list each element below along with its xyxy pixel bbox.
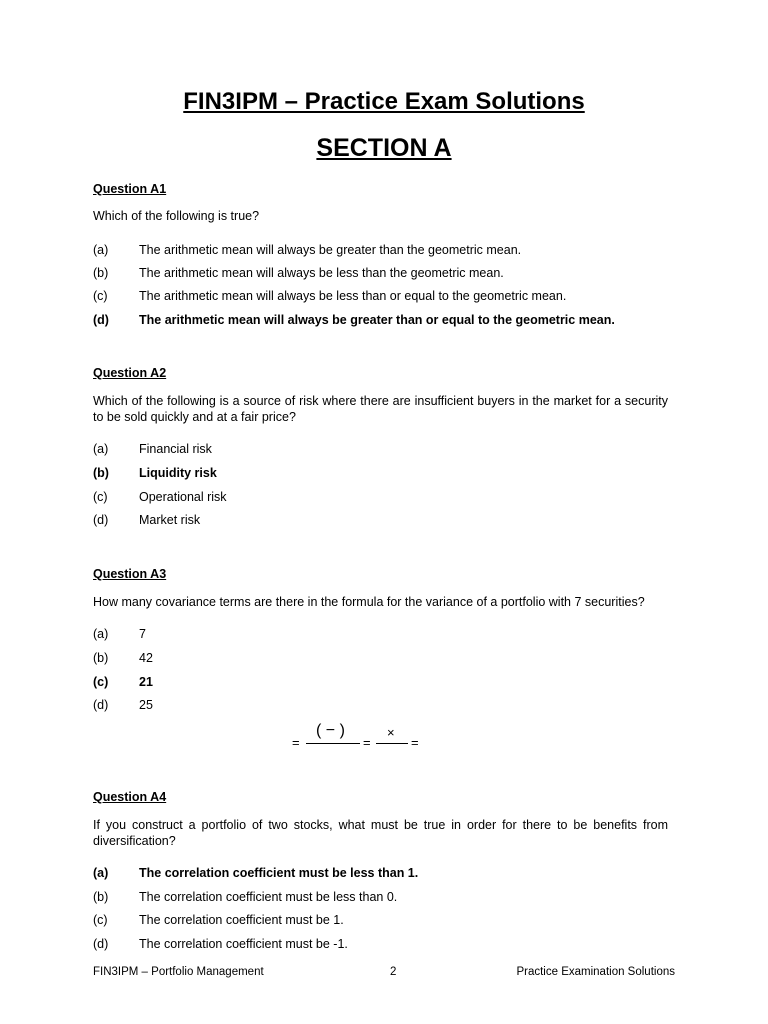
option-text: The correlation coefficient must be -1. <box>139 937 348 951</box>
question-a1-option-b <box>93 265 504 281</box>
option-text: The correlation coefficient must be less than 1. <box>139 866 419 880</box>
formula-numerator-1: ( − ) <box>316 722 345 739</box>
option-letter: (b) <box>93 466 109 480</box>
formula-equals-1: = <box>292 735 300 750</box>
question-a4-option-c <box>93 912 344 928</box>
question-a2-heading: Question A2 <box>93 366 167 380</box>
option-text: 25 <box>139 698 153 712</box>
option-letter: (d) <box>93 313 109 327</box>
option-letter: (a) <box>93 627 109 641</box>
option-letter: (b) <box>93 266 109 280</box>
option-letter: (b) <box>93 651 109 665</box>
option-letter: (a) <box>93 243 109 257</box>
option-text: Financial risk <box>139 442 212 456</box>
question-a1-text: Which of the following is true? <box>93 209 260 223</box>
document-title: FIN3IPM – Practice Exam Solutions <box>183 88 585 115</box>
question-a3-option-b <box>93 650 153 666</box>
formula-fraction-bar-2 <box>376 743 408 744</box>
option-letter: (c) <box>93 913 108 927</box>
option-text: The correlation coefficient must be less than 0. <box>139 890 398 904</box>
question-a3-option-d <box>93 697 153 713</box>
option-letter: (d) <box>93 698 109 712</box>
question-a1-option-c <box>93 288 566 304</box>
question-a2-option-a <box>93 441 212 457</box>
question-a4-heading: Question A4 <box>93 790 167 804</box>
question-a4-option-b <box>93 889 397 905</box>
covariance-formula <box>290 722 430 752</box>
option-text: 42 <box>139 651 153 665</box>
formula-equals-3: = <box>411 735 419 750</box>
formula-numerator-2: × <box>387 725 395 740</box>
option-letter: (b) <box>93 890 109 904</box>
question-a3-text: How many covariance terms are there in the formula for the variance of a portfolio with 7 securities? <box>93 595 645 609</box>
footer-doc-title: Practice Examination Solutions <box>516 966 675 978</box>
option-text: Liquidity risk <box>139 466 217 480</box>
question-a2-option-b-correct <box>93 465 217 481</box>
question-a1-heading: Question A1 <box>93 182 167 196</box>
option-text: 7 <box>139 627 146 641</box>
formula-fraction-bar-1 <box>306 743 360 744</box>
question-a1-option-a <box>93 242 521 258</box>
question-a2-option-d <box>93 512 200 528</box>
option-letter: (d) <box>93 937 109 951</box>
footer-course: FIN3IPM – Portfolio Management <box>93 966 264 978</box>
option-text: The arithmetic mean will always be greater than the geometric mean. <box>139 243 522 257</box>
option-text: The arithmetic mean will always be less than or equal to the geometric mean. <box>139 289 567 303</box>
option-text: The arithmetic mean will always be greater than or equal to the geometric mean. <box>139 313 615 327</box>
footer-page-number: 2 <box>390 966 397 978</box>
option-letter: (a) <box>93 442 109 456</box>
question-a3-option-c-correct <box>93 674 153 690</box>
formula-equals-2: = <box>363 735 371 750</box>
option-letter: (a) <box>93 866 109 880</box>
section-heading: SECTION A <box>316 134 452 162</box>
question-a4-text: If you construct a portfolio of two stocks, what must be true in order for there to be benefits from diversification? <box>93 818 668 848</box>
question-a2-text: Which of the following is a source of risk where there are insufficient buyers in the market for a security to be sold quickly and at a fair price? <box>93 394 668 424</box>
option-text: Market risk <box>139 513 201 527</box>
option-letter: (c) <box>93 289 108 303</box>
question-a3-heading: Question A3 <box>93 567 167 581</box>
question-a3-option-a <box>93 626 146 642</box>
question-a4-option-d <box>93 936 348 952</box>
question-a1-option-d-correct <box>93 312 615 328</box>
option-letter: (c) <box>93 675 109 689</box>
option-letter: (c) <box>93 490 108 504</box>
option-letter: (d) <box>93 513 109 527</box>
option-text: The correlation coefficient must be 1. <box>139 913 344 927</box>
question-a2-option-c <box>93 489 227 505</box>
option-text: Operational risk <box>139 490 227 504</box>
option-text: 21 <box>139 675 153 689</box>
question-a4-option-a-correct <box>93 865 418 881</box>
option-text: The arithmetic mean will always be less than the geometric mean. <box>139 266 504 280</box>
